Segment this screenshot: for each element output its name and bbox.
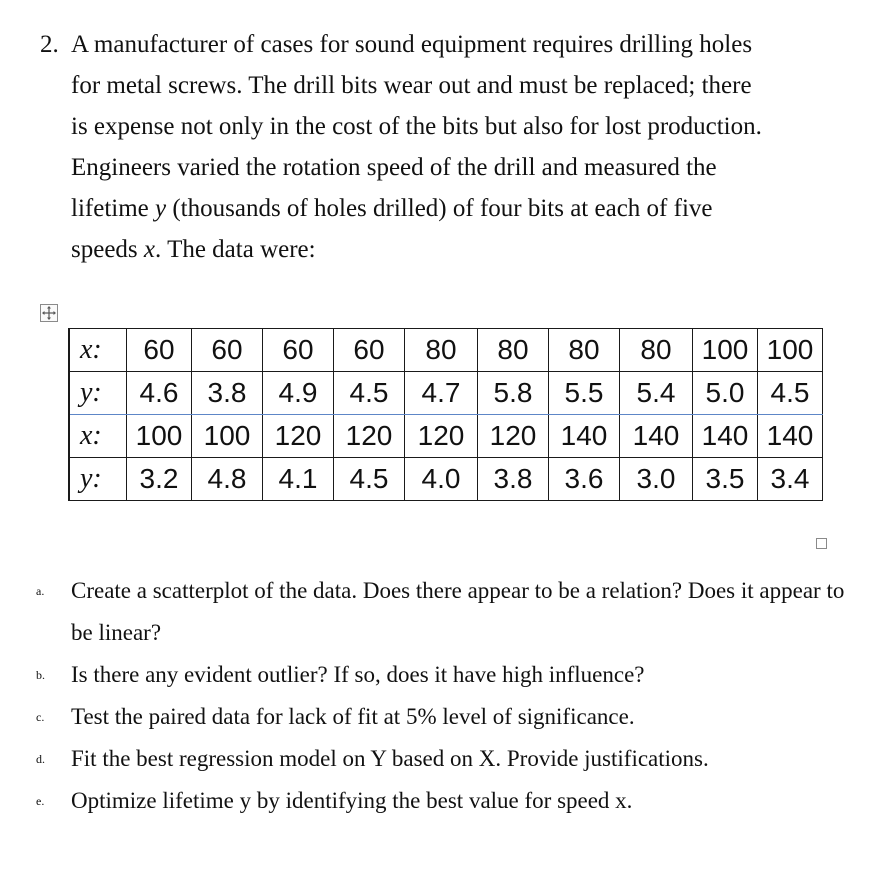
table-cell: 5.5	[549, 372, 620, 415]
table-move-icon[interactable]	[40, 304, 58, 322]
question-marker: a.	[36, 584, 45, 598]
question-marker: e.	[36, 794, 45, 808]
table-cell: 4.1	[263, 458, 334, 501]
question-marker: c.	[36, 710, 45, 724]
question-b	[36, 654, 856, 696]
problem-line-4: Engineers varied the rotation speed of the drill and measured the	[71, 154, 717, 181]
question-a	[36, 570, 856, 654]
table-cell: 60	[263, 329, 334, 372]
question-text: Create a scatterplot of the data. Does there appear to be a relation? Does it appear to be linear?	[71, 578, 845, 645]
row-label: y:	[69, 458, 127, 501]
table-cell: 120	[405, 415, 478, 458]
data-table	[68, 328, 823, 501]
table-cell: 3.6	[549, 458, 620, 501]
table-cell: 80	[405, 329, 478, 372]
table-cell: 3.2	[127, 458, 192, 501]
table-cell: 100	[192, 415, 263, 458]
problem-line-6-b: . The data were:	[155, 236, 316, 263]
problem-text	[71, 24, 846, 270]
table-cell: 60	[334, 329, 405, 372]
row-label: x:	[69, 329, 127, 372]
table-cell: 100	[693, 329, 758, 372]
table-cell: 5.8	[478, 372, 549, 415]
table-resize-icon[interactable]	[816, 538, 827, 549]
question-d	[36, 738, 856, 780]
table-cell: 80	[620, 329, 693, 372]
table-cell: 3.8	[192, 372, 263, 415]
question-c	[36, 696, 856, 738]
table-cell: 5.4	[620, 372, 693, 415]
problem-line-3: is expense not only in the cost of the bits but also for lost production.	[71, 113, 762, 140]
problem-number: 2.	[40, 31, 59, 58]
problem-line-5-a: lifetime	[71, 195, 155, 222]
question-marker: d.	[36, 752, 45, 766]
table-cell: 140	[620, 415, 693, 458]
table-cell: 140	[758, 415, 823, 458]
table-cell: 3.5	[693, 458, 758, 501]
table-cell: 4.5	[758, 372, 823, 415]
table-cell: 60	[192, 329, 263, 372]
table-cell: 100	[127, 415, 192, 458]
table-cell: 80	[478, 329, 549, 372]
table-cell: 4.9	[263, 372, 334, 415]
table-cell: 3.4	[758, 458, 823, 501]
question-text: Optimize lifetime y by identifying the best value for speed x.	[71, 788, 633, 813]
table-cell: 3.8	[478, 458, 549, 501]
problem-line-2: for metal screws. The drill bits wear out and must be replaced; there	[71, 72, 752, 99]
table-row	[69, 329, 823, 372]
question-marker: b.	[36, 668, 45, 682]
problem-line-5-b: (thousands of holes drilled) of four bits at each of five	[166, 195, 713, 222]
table-cell: 5.0	[693, 372, 758, 415]
table-row	[69, 415, 823, 458]
question-list	[36, 570, 856, 822]
table-cell: 120	[478, 415, 549, 458]
table-cell: 120	[334, 415, 405, 458]
table-cell: 4.0	[405, 458, 478, 501]
table-row	[69, 372, 823, 415]
table-cell: 60	[127, 329, 192, 372]
question-e	[36, 780, 856, 822]
problem-line-6-a: speeds	[71, 236, 144, 263]
table-cell: 4.5	[334, 458, 405, 501]
variable-x: x	[143, 236, 156, 263]
variable-y: y	[155, 195, 167, 222]
table-cell: 4.5	[334, 372, 405, 415]
row-label: x:	[69, 415, 127, 458]
table-cell: 140	[693, 415, 758, 458]
table-cell: 3.0	[620, 458, 693, 501]
table-cell: 80	[549, 329, 620, 372]
problem-line-1: A manufacturer of cases for sound equipment requires drilling holes	[71, 31, 753, 58]
table-cell: 4.6	[127, 372, 192, 415]
question-text: Test the paired data for lack of fit at 5% level of significance.	[71, 704, 635, 729]
table-cell: 4.7	[405, 372, 478, 415]
problem-line-5	[71, 188, 846, 229]
table-cell: 120	[263, 415, 334, 458]
table-cell: 100	[758, 329, 823, 372]
table-cell: 4.8	[192, 458, 263, 501]
question-text: Is there any evident outlier? If so, does it have high influence?	[71, 662, 645, 687]
problem-line-6	[71, 229, 846, 270]
row-label: y:	[69, 372, 127, 415]
table-row	[69, 458, 823, 501]
question-text: Fit the best regression model on Y based on X. Provide justifications.	[71, 746, 709, 771]
move-cross-icon	[41, 305, 57, 321]
table-cell: 140	[549, 415, 620, 458]
